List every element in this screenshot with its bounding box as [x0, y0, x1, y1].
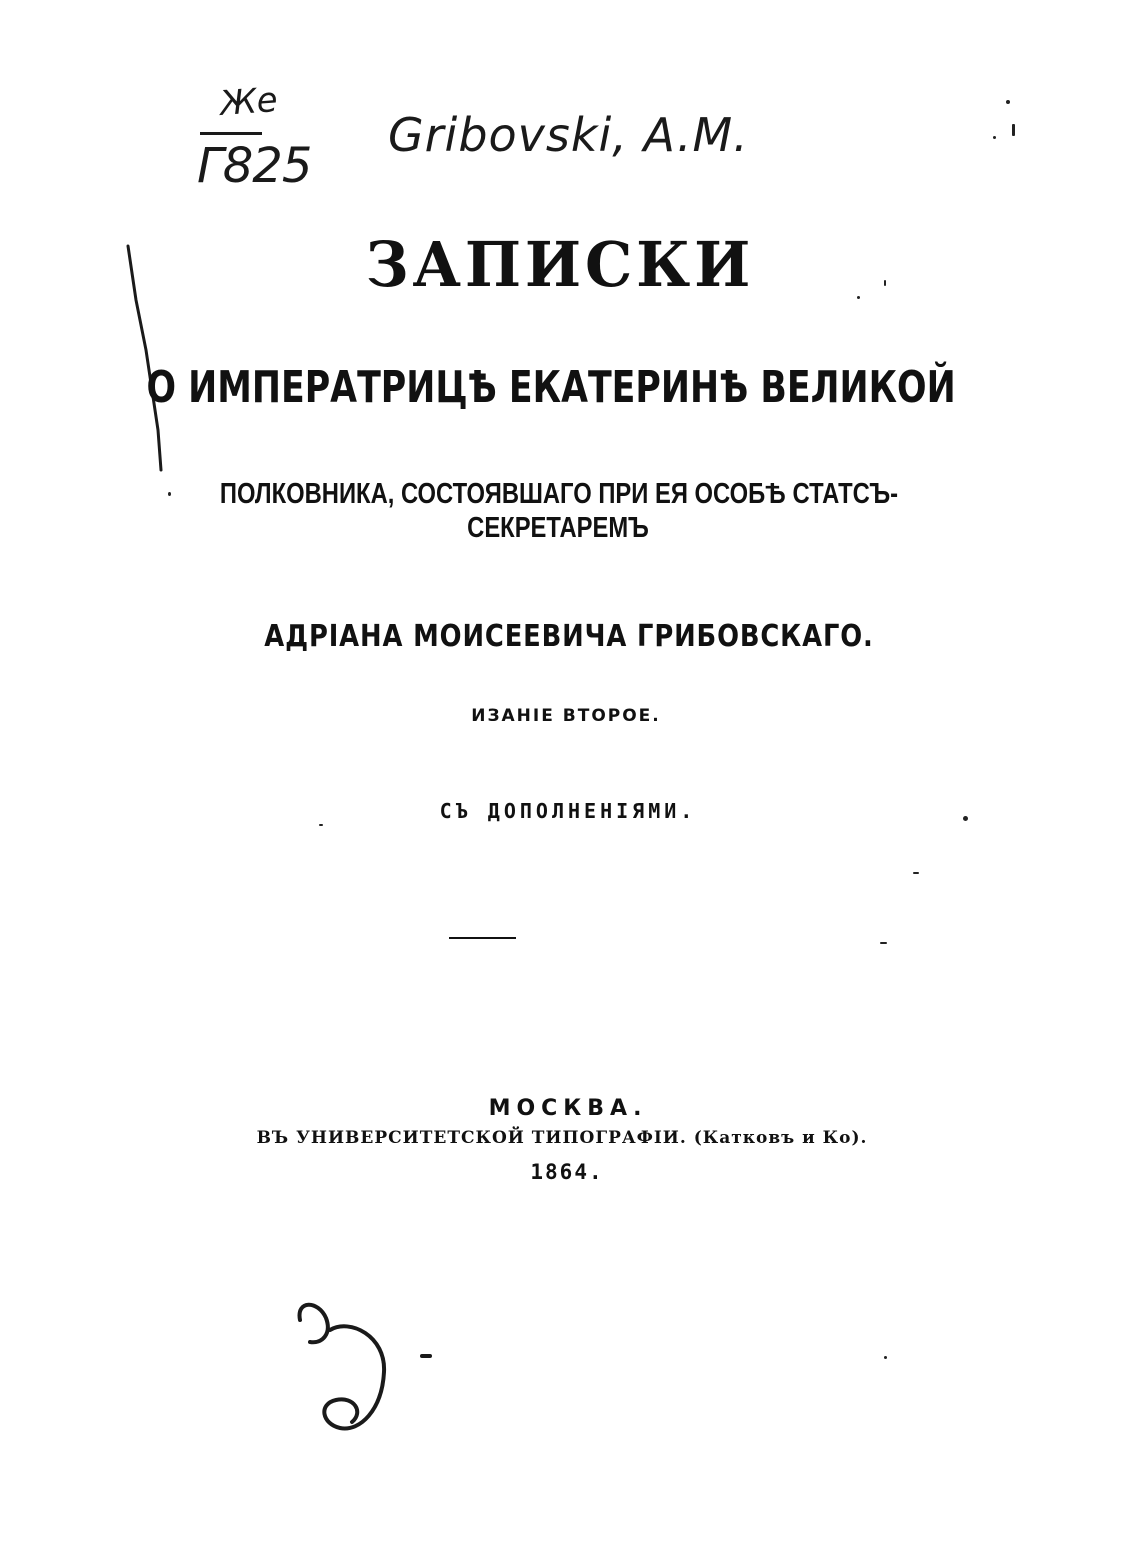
author-name: АДРІАНА МОИСЕЕВИЧА ГРИБОВСКАГО.	[264, 619, 874, 654]
scan-speck	[857, 296, 860, 299]
page-title: ЗАПИСКИ	[365, 228, 755, 301]
scan-speck	[884, 1356, 887, 1359]
edition-statement: ИЗАНІЕ ВТОРОЕ.	[471, 706, 661, 726]
scan-speck	[993, 136, 996, 139]
scan-speck	[963, 816, 968, 821]
scan-speck	[1012, 124, 1015, 136]
imprint-year: 1864.	[530, 1160, 604, 1184]
call-number-top: Же	[218, 80, 279, 124]
scan-speck	[168, 492, 171, 496]
description-line-1: ПОЛКОВНИКА, СОСТОЯВШАГО ПРИ ЕЯ ОСОБѢ СТАТСЪ-	[219, 478, 899, 510]
description-line-2: СЕКРЕТАРЕМЪ	[467, 512, 649, 544]
handwritten-author-note: Gribovski, A.M.	[388, 108, 749, 162]
scan-speck	[913, 872, 919, 874]
call-number-bottom: Г825	[197, 138, 312, 194]
imprint-press: ВЪ УНИВЕРСИТЕТСКОЙ ТИПОГРАФІИ. (Катковъ и Ко).	[256, 1128, 868, 1148]
subtitle: О ИМПЕРАТРИЦѢ ЕКАТЕРИНѢ ВЕЛИКОЙ	[146, 362, 956, 413]
scan-speck	[1006, 100, 1010, 104]
scan-speck	[880, 942, 887, 944]
scan-speck	[319, 824, 323, 826]
scan-speck	[884, 280, 886, 286]
imprint-city: МОСКВА.	[488, 1096, 648, 1121]
additions-statement: СЪ ДОПОЛНЕНІЯМИ.	[439, 799, 697, 823]
